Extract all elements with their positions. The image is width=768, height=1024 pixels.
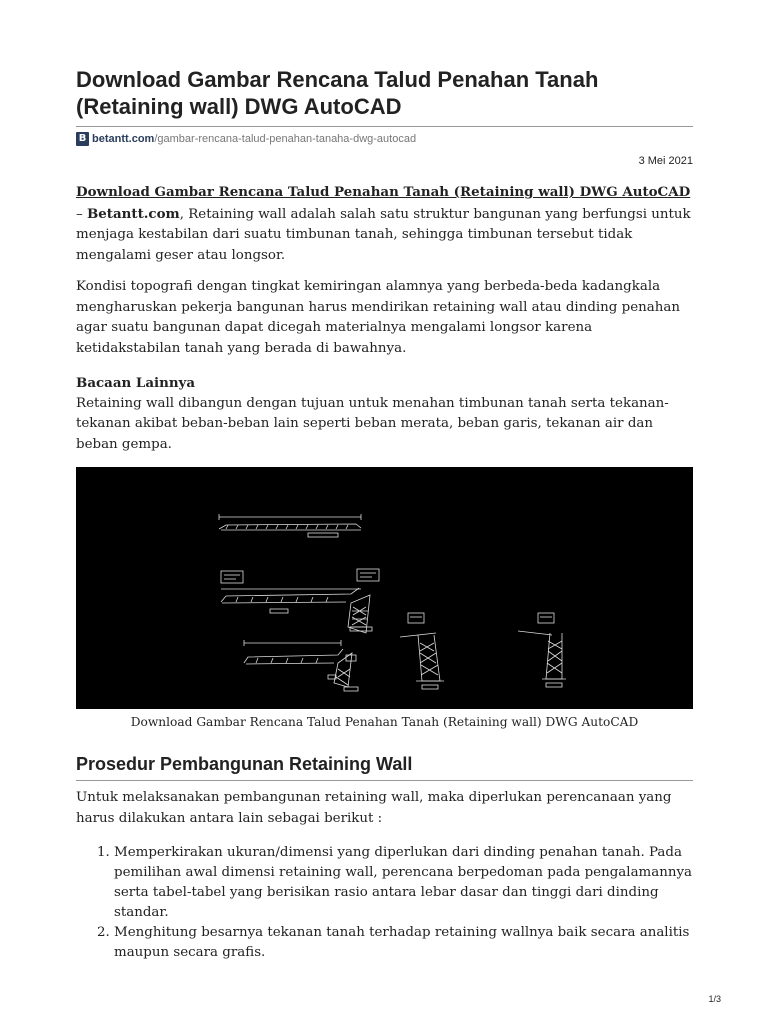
source-url[interactable]: [76, 131, 416, 147]
intro-dash: –: [76, 206, 87, 222]
intro-title-link[interactable]: Download Gambar Rencana Talud Penahan Tanah (Retaining wall) DWG AutoCAD: [76, 184, 691, 200]
site-favicon-icon: B: [76, 132, 89, 146]
intro-paragraph: [76, 182, 693, 266]
section-divider: [76, 780, 693, 781]
cad-drawing-image: [76, 467, 693, 709]
related-heading[interactable]: Bacaan Lainnya: [76, 375, 196, 391]
intro-brand: Betantt.com: [86, 205, 180, 222]
title-divider: [76, 126, 693, 127]
steps-list: [76, 843, 693, 963]
publish-date: 3 Mei 2021: [638, 155, 693, 167]
section-heading: Prosedur Pembangunan Retaining Wall: [76, 754, 413, 774]
paragraph-topography: Kondisi topografi dengan tingkat kemiringan alamnya yang berbeda-beda kadangkala mengharuskan pekerja bangunan harus mendirikan retaining wall atau dinding penahan agar suatu bangunan dapat dicegah materialnya mengalami longsor karena ketidakstabilan tanah yang berada di bawahnya.: [76, 279, 680, 356]
source-domain[interactable]: betantt.com: [92, 133, 155, 145]
source-path[interactable]: /gambar-rencana-talud-penahan-tanaha-dwg-autocad: [154, 133, 417, 145]
list-item: 2. Menghitung besarnya tekanan tanah terhadap retaining wallnya baik secara analitis maupun secara grafis.: [114, 923, 693, 963]
figure-caption: Download Gambar Rencana Talud Penahan Tanah (Retaining wall) DWG AutoCAD: [130, 715, 639, 729]
section-intro: Untuk melaksanakan pembangunan retaining wall, maka diperlukan perencanaan yang harus dilakukan antara lain sebagai berikut :: [76, 790, 672, 826]
intro-text: , Retaining wall adalah salah satu struktur bangunan yang berfungsi untuk menjaga kestabilan dari suatu timbunan tanah, sehingga timbunan tersebut tidak mengalami geser atau longsor.: [76, 206, 691, 263]
article-title: Download Gambar Rencana Talud Penahan Tanah (Retaining wall) DWG AutoCAD: [76, 67, 599, 119]
paragraph-purpose: [76, 373, 693, 455]
page-number: 1/3: [708, 994, 721, 1004]
paragraph-purpose-text: Retaining wall dibangun dengan tujuan untuk menahan timbunan tanah serta tekanan-tekanan akibat beban-beban lain seperti beban merata, beban garis, tekanan air dan beban gempa.: [76, 395, 669, 452]
cad-drawing: [76, 467, 693, 709]
list-item: 1. Memperkirakan ukuran/dimensi yang diperlukan dari dinding penahan tanah. Pada pemilihan awal dimensi retaining wall, perencana berpedoman pada pengalamannya serta tabel-tabel yang berisikan rasio antara lebar dasar dan tinggi dari dinding standar.: [114, 843, 693, 923]
